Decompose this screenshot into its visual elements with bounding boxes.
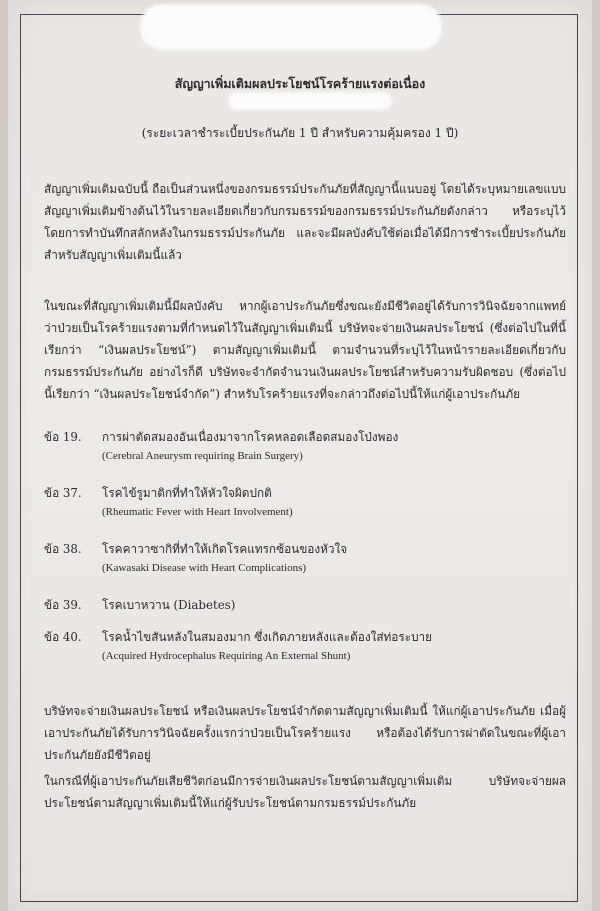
item-thai-name: โรคคาวาซากิที่ทำให้เกิดโรคแทรกซ้อนของหัวใจ (102, 542, 348, 556)
document-title: สัญญาเพิ่มเติมผลประโยชน์โรคร้ายแรงต่อเนื่อง (174, 76, 426, 91)
item-english-name: (Cerebral Aneurysm requiring Brain Surgery) (102, 450, 303, 462)
item-number: ข้อ 19. (44, 430, 82, 444)
death-benefit-paragraph: ในกรณีที่ผู้เอาประกันภัยเสียชีวิตก่อนมีการจ่ายเงินผลประโยชน์ตามสัญญาเพิ่มเติม บริษัทจะจ่ายผลประโยชน์ตามสัญญาเพิ่มเติมนี้ให้แก่ผู้รับประโยชน์ตามกรมธรรม์ประกันภัย (44, 774, 566, 810)
disease-item-37 (44, 484, 566, 540)
item-number: ข้อ 37. (44, 486, 82, 500)
disease-item-38 (44, 540, 566, 596)
redacted-header (140, 4, 442, 50)
item-thai-name: โรคเบาหวาน (Diabetes) (102, 598, 236, 612)
item-thai-name: การผ่าตัดสมองอันเนื่องมาจากโรคหลอดเลือดสมองโป่งพอง (102, 430, 399, 444)
item-number: ข้อ 39. (44, 598, 82, 612)
redacted-plan-code (228, 92, 392, 110)
disease-item-19 (44, 428, 566, 484)
item-english-name: (Rheumatic Fever with Heart Involvement) (102, 506, 293, 518)
item-thai-name: โรคน้ำไขสันหลังในสมองมาก ซึ่งเกิดภายหลังและต้องใส่ท่อระบาย (102, 630, 433, 644)
payment-paragraph: บริษัทจะจ่ายเงินผลประโยชน์ หรือเงินผลประโยชน์จำกัดตามสัญญาเพิ่มเติมนี้ ให้แก่ผู้เอาประกันภัย เมื่อผู้เอาประกันภัยได้รับการวินิจฉัยครั้งแรกว่าป่วยเป็นโรคร้ายแรง หรือต้องได้รับการผ่าตัดในขณะที่ผู้เอาประกันภัยยังมีชีวิตอยู่ (44, 704, 566, 762)
item-thai-name: โรคไข้รูมาติกที่ทำให้หัวใจผิดปกติ (102, 486, 272, 500)
benefit-paragraph: ในขณะที่สัญญาเพิ่มเติมนี้มีผลบังคับ หากผู้เอาประกันภัยซึ่งขณะยังมีชีวิตอยู่ได้รับการวินิจฉัยจากแพทย์ว่าป่วยเป็นโรคร้ายแรงตามที่กำหนดไว้ในสัญญาเพิ่มเติมนี้ บริษัทจะจ่ายเงินผลประโยชน์ (ซึ่งต่อไปในที่นี้เรียกว่า “เงินผลประโยชน์”) ตามสัญญาเพิ่มเติมนี้ ตามจำนวนที่ระบุไว้ในหน้ารายละเอียดเกี่ยวกับกรมธรรม์ประกันภัย อย่างไรก็ดี บริษัทจะจำกัดจำนวนเงินผลประโยชน์สำหรับความรับผิดชอบ (ซึ่งต่อไปนี้เรียกว่า “เงินผลประโยชน์จำกัด”) สำหรับโรคร้ายแรงที่จะกล่าวถึงต่อไปนี้ให้แก่ผู้เอาประกันภัย (44, 299, 566, 401)
document-subtitle: (ระยะเวลาชำระเบี้ยประกันภัย 1 ปี สำหรับความคุ้มครอง 1 ปี) (141, 126, 459, 140)
item-english-name: (Acquired Hydrocephalus Requiring An External Shunt) (102, 650, 351, 662)
item-number: ข้อ 38. (44, 542, 82, 556)
disease-item-39 (44, 596, 566, 628)
disease-item-40 (44, 628, 566, 684)
item-english-name: (Kawasaki Disease with Heart Complications) (102, 562, 307, 574)
item-number: ข้อ 40. (44, 630, 82, 644)
intro-paragraph: สัญญาเพิ่มเติมฉบับนี้ ถือเป็นส่วนหนึ่งของกรมธรรม์ประกันภัยที่สัญญานี้แนบอยู่ โดยได้ระบุหมายเลขแบบสัญญาเพิ่มเติมข้างต้นไว้ในรายละเอียดเกี่ยวกับกรมธรรม์ของกรมธรรม์ประกันภัยดังกล่าว หรือระบุไว้โดยการทำบันทึกสลักหลังในกรมธรรม์ประกันภัย และจะมีผลบังคับใช้ต่อเมื่อได้มีการชำระเบี้ยประกันภัยสำหรับสัญญาเพิ่มเติมนี้แล้ว (44, 182, 566, 262)
disease-list (44, 428, 566, 684)
